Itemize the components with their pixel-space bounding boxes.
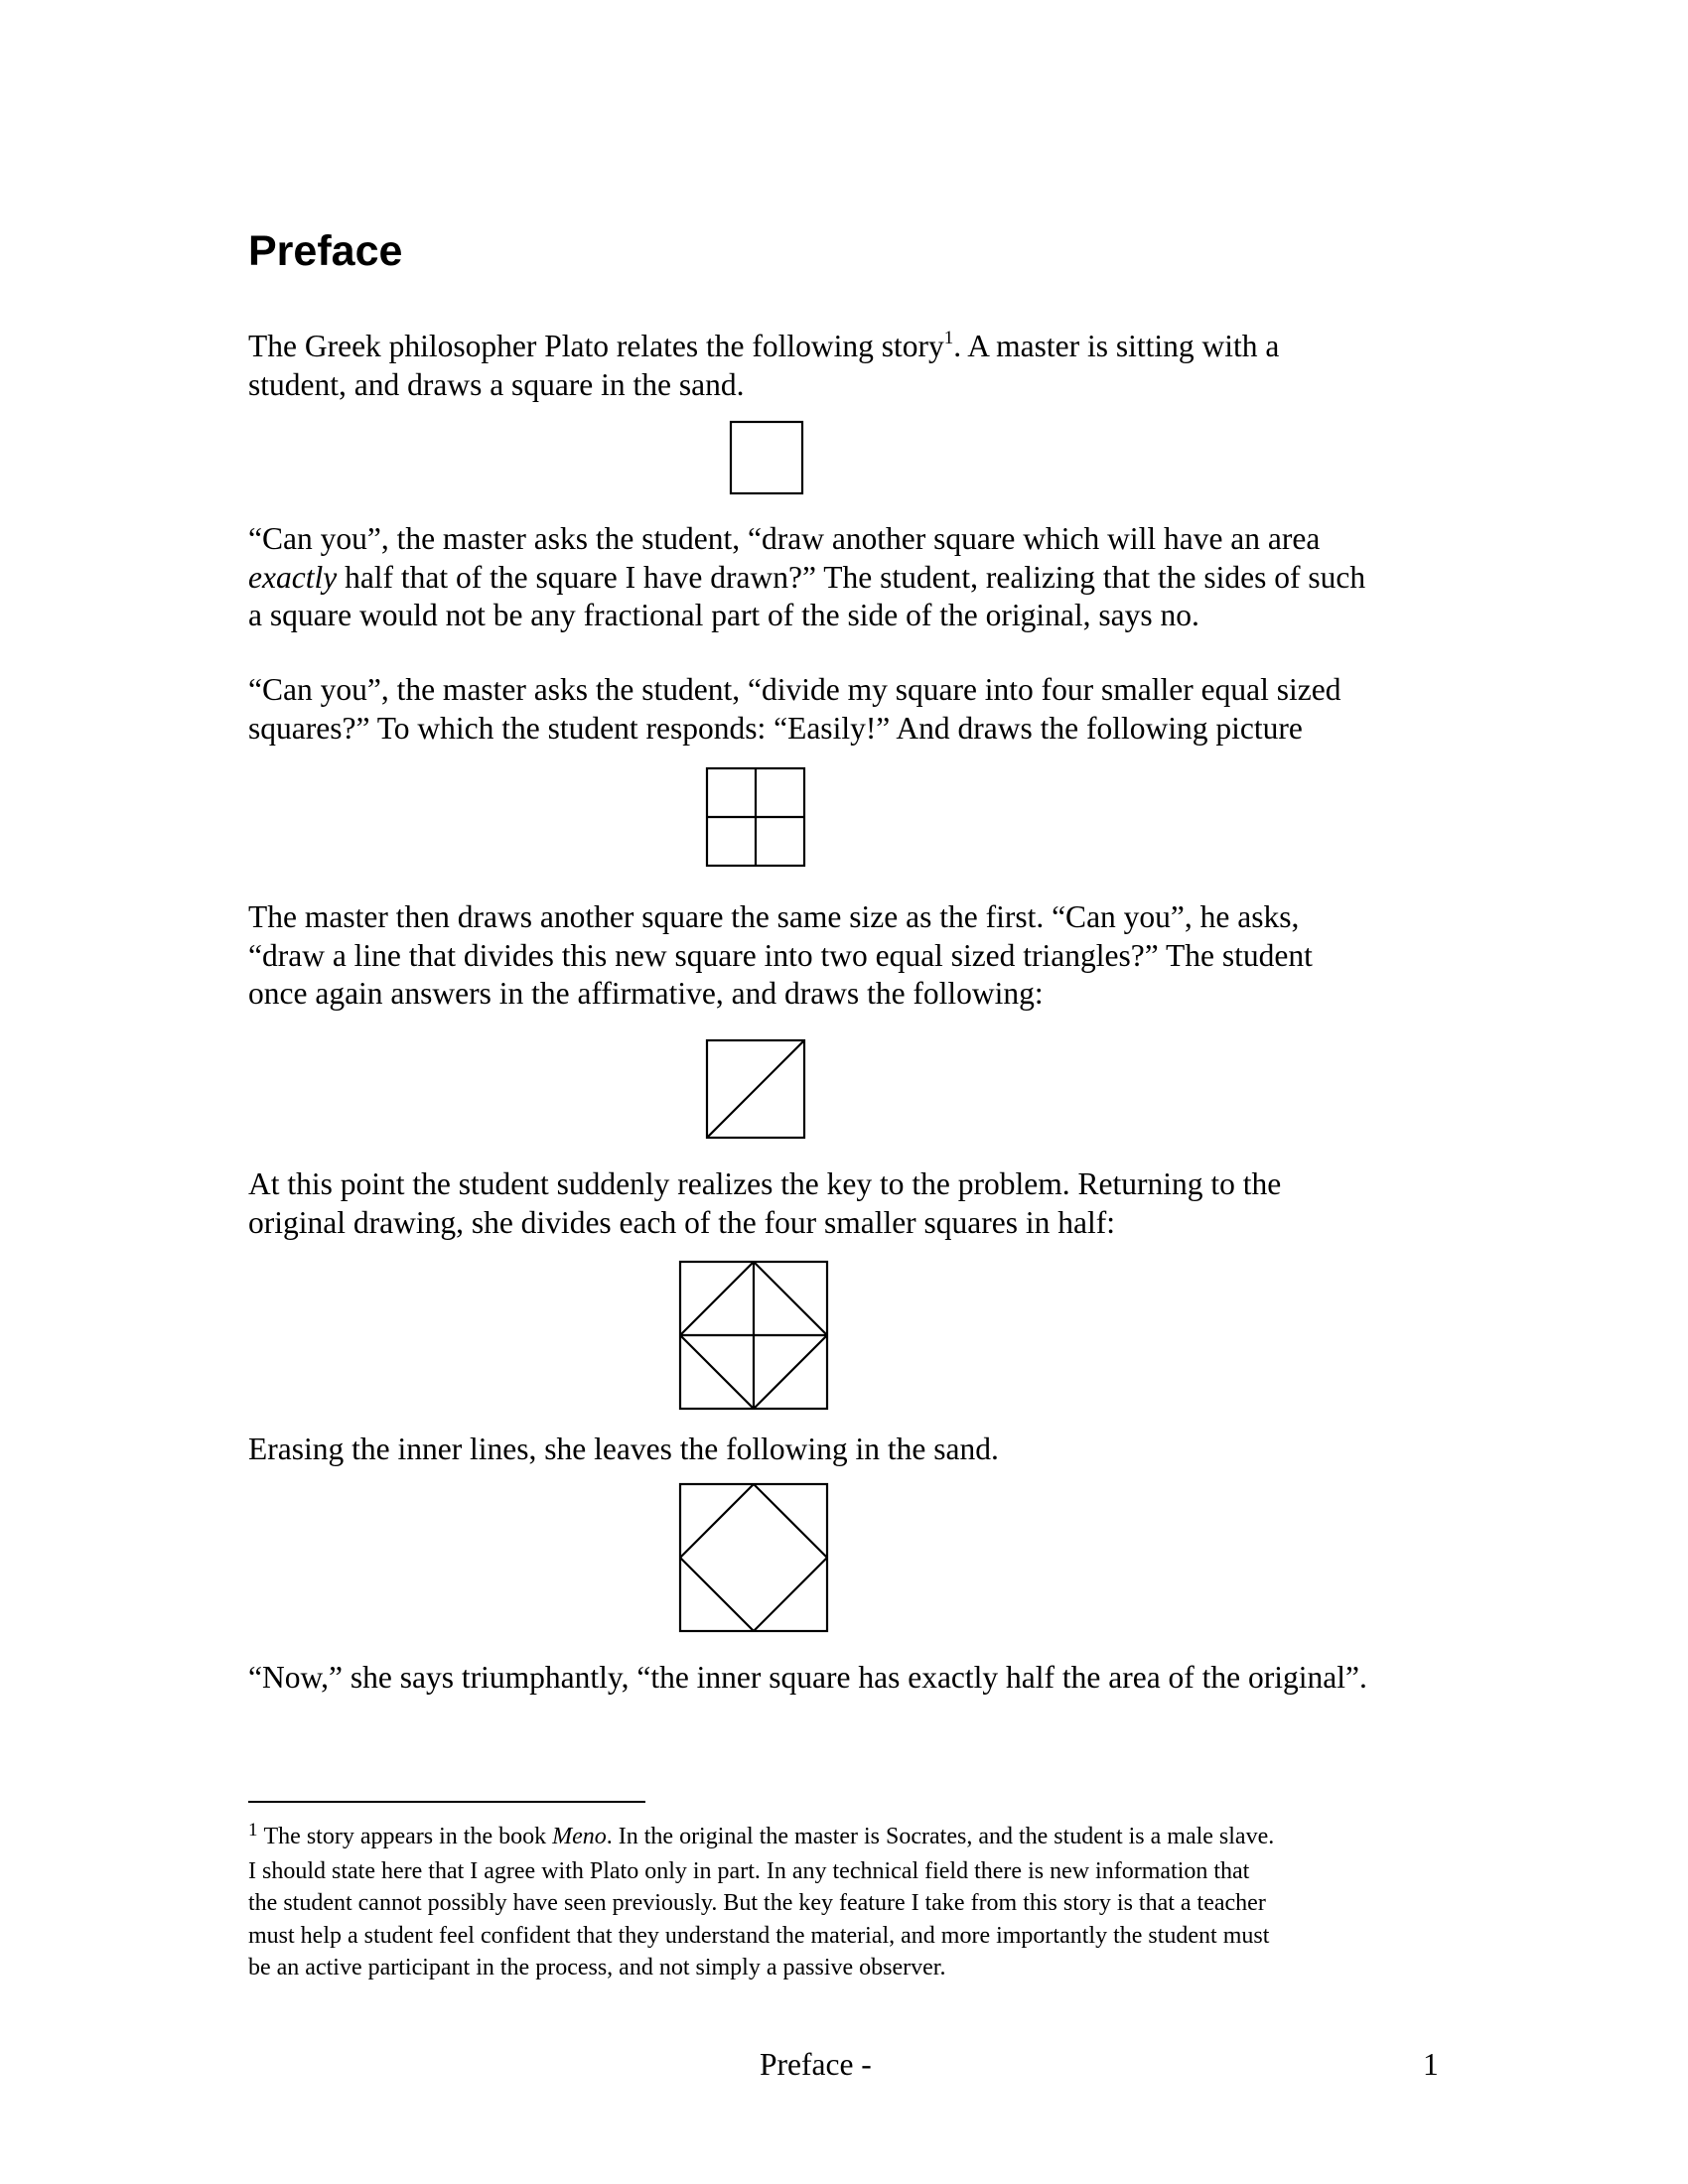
figure-square bbox=[730, 421, 803, 494]
text-run: The story appears in the book bbox=[263, 1824, 553, 1849]
halved-squares-drawing bbox=[679, 1261, 828, 1410]
paragraph-line: original drawing, she divides each of the four smaller squares in half: bbox=[248, 1204, 1115, 1240]
diagonal-line bbox=[754, 1484, 827, 1558]
footnote-line bbox=[248, 1821, 1450, 1855]
square-outline bbox=[680, 1484, 827, 1631]
paragraph-question bbox=[248, 520, 1450, 635]
page-title: Preface bbox=[248, 227, 403, 275]
paragraph-line: At this point the student suddenly realizes the key to the problem. Returning to the bbox=[248, 1166, 1282, 1201]
text-run: half that of the square I have drawn?” The student, realizing that the sides of such bbox=[337, 559, 1366, 595]
figure-four-squares bbox=[706, 767, 805, 867]
emphasis-text: Meno bbox=[552, 1824, 607, 1849]
paragraph-line: a square would not be any fractional part of the side of the original, says no. bbox=[248, 598, 1199, 632]
footnote-separator bbox=[248, 1801, 645, 1803]
paragraph-line: “Now,” she says triumphantly, “the inner square has exactly half the area of the original”. bbox=[248, 1660, 1367, 1695]
diagonal-line bbox=[680, 1262, 754, 1335]
paragraph-conclusion bbox=[248, 1659, 1450, 1698]
footer-section-title: Preface - bbox=[760, 2047, 872, 2082]
paragraph-line: The master then draws another square the same size as the first. “Can you”, he asks, bbox=[248, 899, 1300, 934]
diagonal-line bbox=[680, 1484, 754, 1558]
paragraph-realization bbox=[248, 1165, 1450, 1242]
diagonal-line bbox=[680, 1558, 754, 1631]
paragraph-line: “Can you”, the master asks the student, “divide my square into four smaller equal sized bbox=[248, 672, 1341, 707]
emphasis-text: exactly bbox=[248, 559, 338, 595]
diagonal-line bbox=[680, 1335, 754, 1409]
paragraph-line: “Can you”, the master asks the student, “draw another square which will have an area bbox=[248, 521, 1321, 556]
diagonal-line bbox=[707, 1040, 804, 1138]
text-run: The Greek philosopher Plato relates the following story bbox=[248, 329, 944, 363]
footnote-line: be an active participant in the process, and not simply a passive observer. bbox=[248, 1955, 946, 1980]
diagonal-square-drawing bbox=[706, 1039, 805, 1139]
four-squares-drawing bbox=[706, 767, 805, 867]
footnote bbox=[248, 1821, 1450, 1984]
footnote-reference: 1 bbox=[943, 327, 954, 348]
footnote-line: the student cannot possibly have seen previously. But the key feature I take from this story is that a teacher bbox=[248, 1890, 1266, 1916]
paragraph-line bbox=[248, 559, 1450, 598]
page-number: 1 bbox=[1423, 2047, 1439, 2082]
paragraph-line: Erasing the inner lines, she leaves the following in the sand. bbox=[248, 1432, 999, 1466]
text-run: . A master is sitting with a bbox=[953, 329, 1280, 363]
paragraph-line bbox=[248, 328, 1450, 366]
paragraph-line: once again answers in the affirmative, and draws the following: bbox=[248, 976, 1044, 1011]
inscribed-square-drawing bbox=[679, 1483, 828, 1632]
paragraph-erasing bbox=[248, 1431, 1450, 1469]
footnote-mark: 1 bbox=[248, 1820, 258, 1841]
footnote-line: I should state here that I agree with Plato only in part. In any technical field there is new information that bbox=[248, 1857, 1250, 1884]
footnote-line: must help a student feel confident that they understand the material, and more importantly the student must bbox=[248, 1922, 1270, 1949]
paragraph-line: “draw a line that divides this new square into two equal sized triangles?” The student bbox=[248, 937, 1313, 973]
square-outline bbox=[731, 422, 802, 493]
figure-diagonal-square bbox=[706, 1039, 805, 1139]
diagonal-line bbox=[754, 1335, 827, 1409]
paragraph-intro bbox=[248, 328, 1450, 404]
paragraph-divide-request bbox=[248, 671, 1450, 748]
diagonal-line bbox=[754, 1558, 827, 1631]
paragraph-line: student, and draws a square in the sand. bbox=[248, 366, 745, 402]
figure-halved-squares bbox=[679, 1261, 828, 1410]
paragraph-line: squares?” To which the student responds: “Easily!” And draws the following picture bbox=[248, 710, 1303, 746]
text-run: . In the original the master is Socrates, and the student is a male slave. bbox=[606, 1824, 1275, 1849]
paragraph-triangle-request bbox=[248, 898, 1450, 1014]
figure-inscribed-square bbox=[679, 1483, 828, 1632]
diagonal-line bbox=[754, 1262, 827, 1335]
square-drawing bbox=[730, 421, 803, 494]
